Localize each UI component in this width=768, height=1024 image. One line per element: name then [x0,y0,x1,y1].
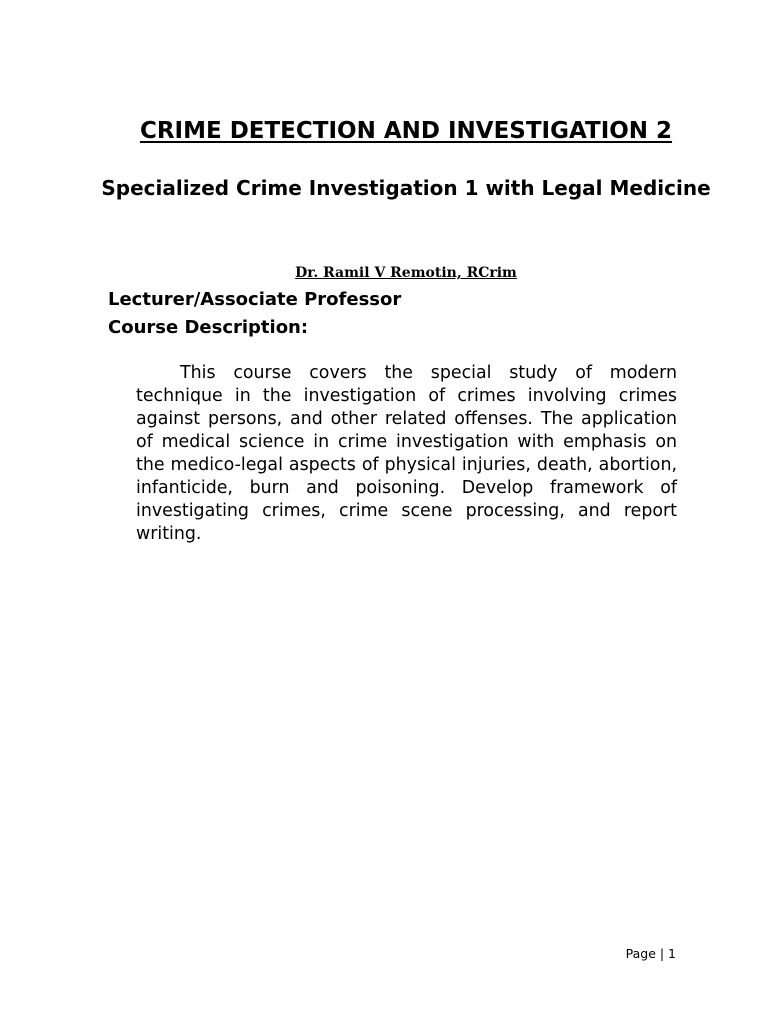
author-role: Lecturer/Associate Professor [108,289,402,310]
document-title: CRIME DETECTION AND INVESTIGATION 2 [139,118,673,144]
course-description-paragraph: This course covers the special study of modern technique in the investigation of crimes involving crimes against persons, and other related offenses. The application of medical science in crime investigation with emphasis on the medico-legal aspects of physical injuries, death, abortion, infanticide, burn and poisoning. Develop framework of investigating crimes, crime scene processing, and report writing. [136,363,677,544]
author-name: Dr. Ramil V Remotin, RCrim [295,265,517,281]
page-number-footer: Page | 1 [625,946,676,961]
document-subtitle: Specialized Crime Investigation 1 with Legal Medicine [101,176,711,200]
course-description-heading: Course Description: [108,317,309,338]
